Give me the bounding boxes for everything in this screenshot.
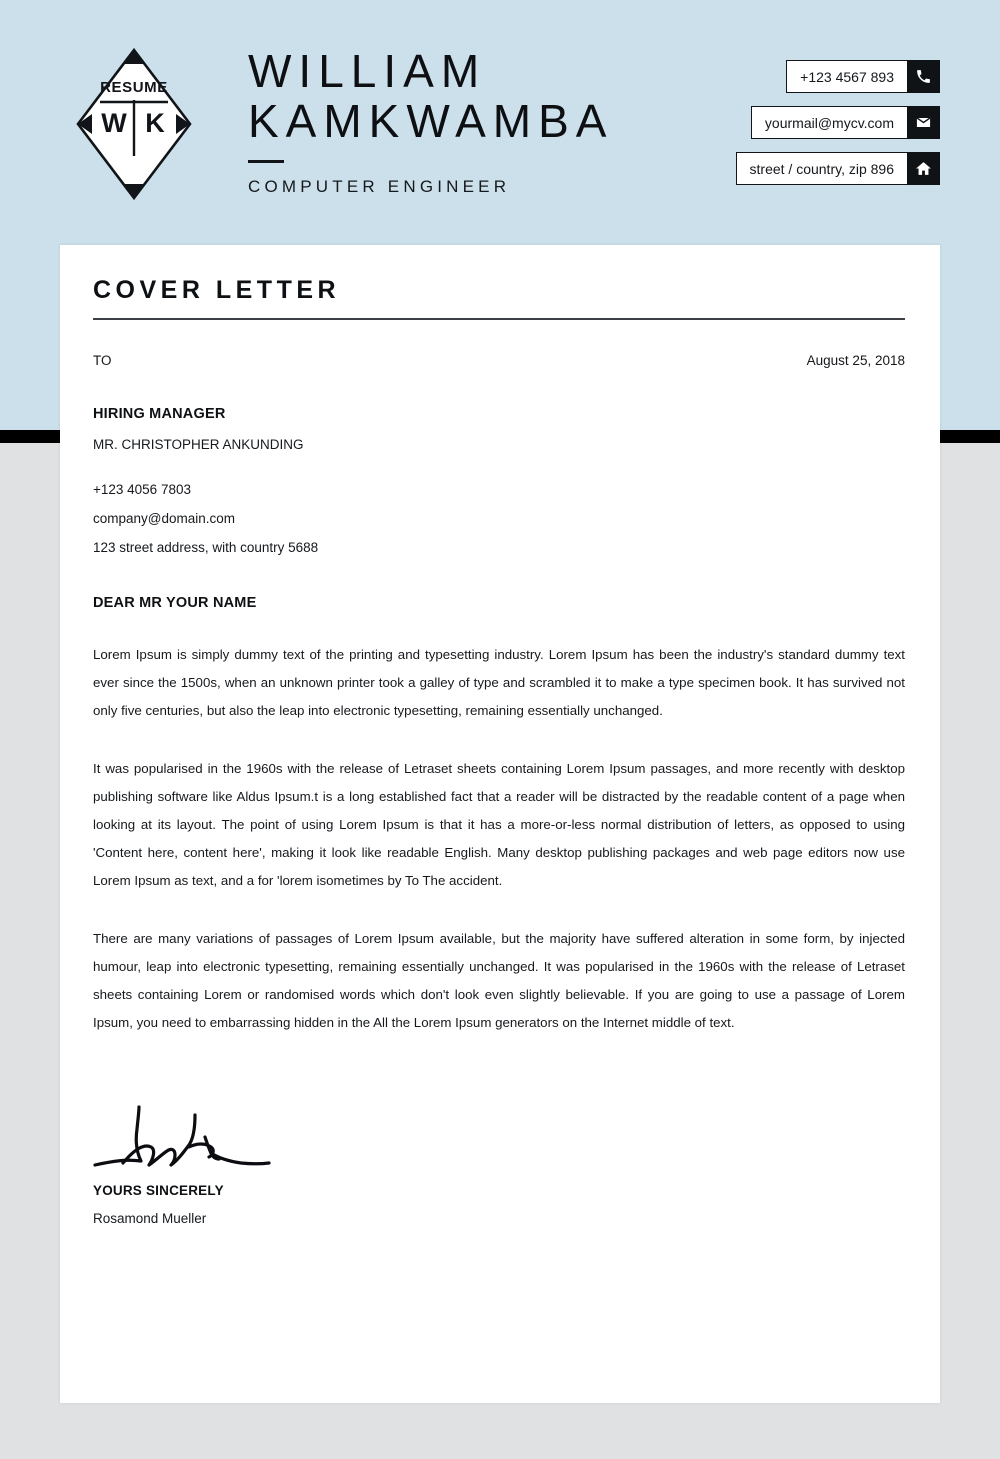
signoff-label: YOURS SINCERELY [93,1183,224,1198]
phone-icon [907,60,940,93]
contact-phone-value: +123 4567 893 [786,60,907,93]
recipient-name: MR. CHRISTOPHER ANKUNDING [93,437,304,452]
svg-text:K: K [145,108,165,138]
document-header [0,0,1000,245]
letter-meta-row [93,353,905,368]
recipient-address: 123 street address, with country 5688 [93,540,319,555]
recipient-contact-lines [93,482,905,555]
body-paragraph: Lorem Ipsum is simply dummy text of the printing and typesetting industry. Lorem Ipsum has been the industry's standard dummy text ever since the 1500s, when an unknown printer took a galley of type and scrambled it to make a type specimen book. It has survived not only five centuries, but also the leap into electronic typesetting, remaining essentially unchanged. [93,647,905,718]
svg-text:RESUME: RESUME [100,79,168,96]
body-paragraph: It was popularised in the 1960s with the release of Letraset sheets containing Lorem Ipsum passages, and more recently with desktop publishing software like Aldus Ipsum.t is a long established fact that a reader will be distracted by the readable content of a page when looking at its layout. The point of using Lorem Ipsum is that it has a more-or-less normal distribution of letters, as opposed to using 'Content here, content here', making it look like readable English. Many desktop publishing packages and web page editors now use Lorem Ipsum as text, and a for 'lorem isometimes by To The accident. [93,761,905,888]
recipient-phone: +123 4056 7803 [93,482,191,497]
name-block [248,46,613,197]
body-paragraph: There are many variations of passages of Lorem Ipsum available, but the majority have suffered alteration in some form, by injected humour, leap into electronic typesetting, remaining essentially unchanged. It was popularised in the 1960s with the release of Letraset sheets containing Lorem or randomised words which don't look even slightly believable. If you are going to use a passage of Lorem Ipsum, you need to embarrassing hidden in the All the Lorem Ipsum generators on the Internet middle of text. [93,931,905,1030]
home-icon [907,152,940,185]
letter-content [93,275,905,1226]
contact-email-value: yourmail@mycv.com [751,106,907,139]
title-divider [93,318,905,320]
name-underline-rule [248,160,284,163]
envelope-icon [907,106,940,139]
signer-name: Rosamond Mueller [93,1211,207,1226]
svg-text:W: W [101,108,127,138]
to-label: TO [93,353,112,368]
recipient-role: HIRING MANAGER [93,406,226,422]
last-name: KAMKWAMBA [248,95,614,147]
contact-address[interactable] [736,152,940,185]
contact-email[interactable] [751,106,940,139]
page-title: COVER LETTER [93,276,341,304]
contact-list [736,60,940,185]
signature-image [93,1103,273,1175]
job-title: COMPUTER ENGINEER [248,177,511,196]
letter-date: August 25, 2018 [806,353,905,368]
recipient-block [93,406,905,555]
contact-phone[interactable] [786,60,940,93]
first-name: WILLIAM [248,45,487,97]
contact-address-value: street / country, zip 896 [736,152,907,185]
recipient-email: company@domain.com [93,511,236,526]
resume-monogram-logo [72,44,196,204]
salutation: DEAR MR YOUR NAME [93,595,257,611]
